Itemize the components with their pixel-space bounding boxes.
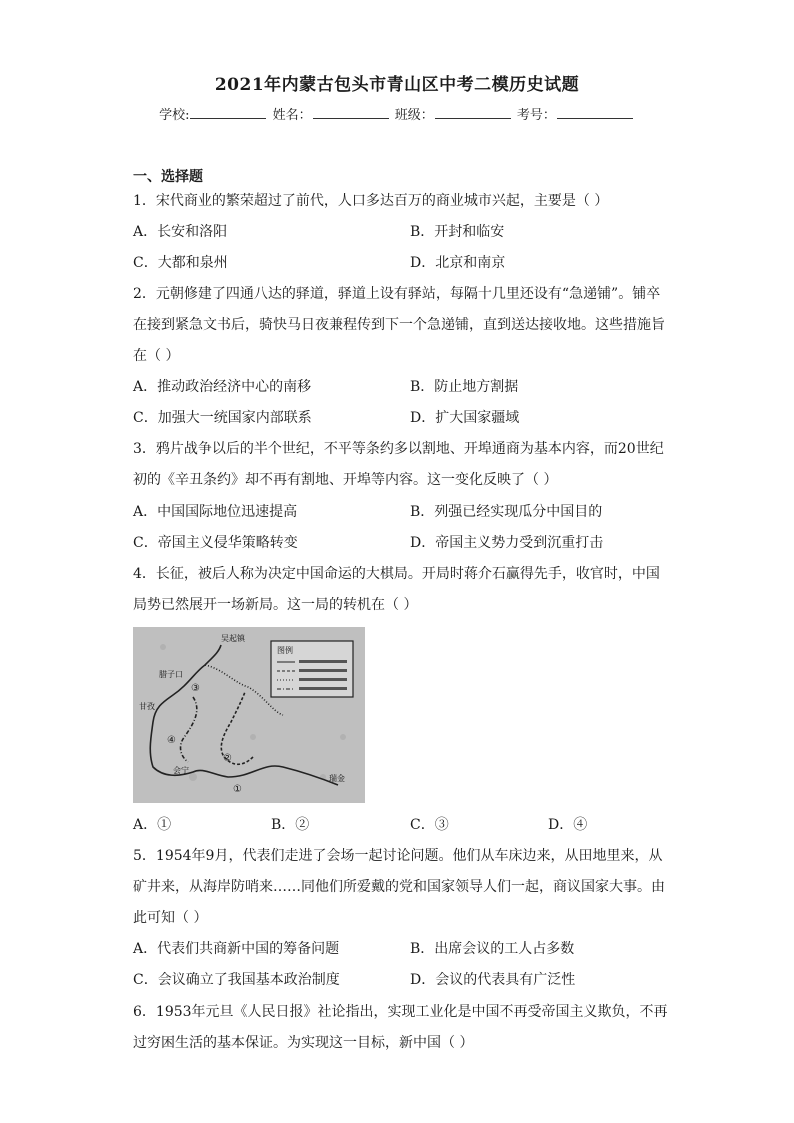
q5-option-d: D．会议的代表具有广泛性 [410,972,576,988]
question-2-stem-line3: 在（ ） [133,348,180,364]
student-info-row [0,104,794,123]
q5-option-a: A．代表们共商新中国的筹备问题 [133,941,340,957]
question-4-stem-line2: 局势已然展开一场新局。这一局的转机在（ ） [133,597,418,613]
question-6-stem-line2: 过穷困生活的基本保证。为实现这一目标，新中国（ ） [133,1035,474,1051]
name-blank[interactable] [313,106,389,119]
long-march-map-drawing [133,627,365,803]
exam-title: 2021年内蒙古包头市青山区中考二模历史试题 [214,75,580,95]
q3-option-c: C．帝国主义侵华策略转变 [133,535,298,551]
q3-option-b: B．列强已经实现瓜分中国目的 [410,504,603,520]
q1-option-d: D．北京和南京 [410,255,506,271]
question-3-stem-line1: 3．鸦片战争以后的半个世纪，不平等条约多以割地、开埠通商为基本内容，而20世纪 [133,441,664,457]
question-5-stem-line2: 矿井来，从海岸防哨来……同他们所爱戴的党和国家领导人们一起，商议国家大事。由 [133,879,665,895]
long-march-route-map [133,627,365,803]
q2-option-a: A．推动政治经济中心的南移 [133,379,312,395]
map-marker-2: ② [223,753,232,764]
question-2-stem-line1: 2．元朝修建了四通八达的驿道，驿道上设有驿站，每隔十几里还设有“急递铺”。铺卒 [133,286,661,302]
question-5-stem-line1: 5．1954年9月，代表们走进了会场一起讨论问题。他们从车床边来，从田地里来，从 [133,848,663,864]
place-lazikou: 腊子口 [159,670,183,679]
exam-no-label: 考号： [516,108,556,123]
class-blank[interactable] [435,106,511,119]
q5-option-c: C．会议确立了我国基本政治制度 [133,972,340,988]
question-1-stem: 1．宋代商业的繁荣超过了前代，人口多达百万的商业城市兴起，主要是（ ） [133,193,609,209]
q3-option-d: D．帝国主义势力受到沉重打击 [410,535,604,551]
school-blank[interactable] [190,106,266,119]
name-label: 姓名： [272,108,312,123]
place-huining: 会宁 [173,766,189,775]
legend-title: 图例 [277,646,293,655]
q1-option-b: B．开封和临安 [410,224,505,240]
q1-option-c: C．大都和泉州 [133,255,228,271]
map-marker-4: ④ [167,735,176,746]
question-6-stem-line1: 6．1953年元旦《人民日报》社论指出，实现工业化是中国不再受帝国主义欺负，不再 [133,1004,668,1020]
q4-option-b: B．② [271,817,310,833]
q3-option-a: A．中国国际地位迅速提高 [133,504,298,520]
map-marker-3: ③ [191,683,200,694]
class-label: 班级： [394,108,434,123]
q1-option-a: A．长安和洛阳 [133,224,228,240]
question-3-stem-line2: 初的《辛丑条约》却不再有割地、开埠等内容。这一变化反映了（ ） [133,472,558,488]
q2-option-b: B．防止地方割据 [410,379,519,395]
place-wuqizhen: 吴起镇 [221,634,245,643]
question-2-stem-line2: 在接到紧急文书后，骑快马日夜兼程传到下一个急递铺，直到送达接收地。这些措施旨 [133,317,665,333]
q4-option-c: C．③ [410,817,449,833]
map-marker-1: ① [233,784,242,795]
q4-option-a: A．① [133,817,172,833]
q5-option-b: B．出席会议的工人占多数 [410,941,575,957]
place-ganzi: 甘孜 [139,702,155,711]
q4-option-d: D．④ [548,817,588,833]
question-4-stem-line1: 4．长征，被后人称为决定中国命运的大棋局。开局时蒋介石赢得先手，收官时，中国 [133,566,660,582]
exam-no-blank[interactable] [557,106,633,119]
question-5-stem-line3: 此可知（ ） [133,910,208,926]
school-label: 学校: [159,108,190,123]
q2-option-c: C．加强大一统国家内部联系 [133,410,312,426]
place-ruijin: 瑞金 [329,774,345,783]
q2-option-d: D．扩大国家疆域 [410,410,520,426]
section-title: 一、选择题 [133,169,203,185]
